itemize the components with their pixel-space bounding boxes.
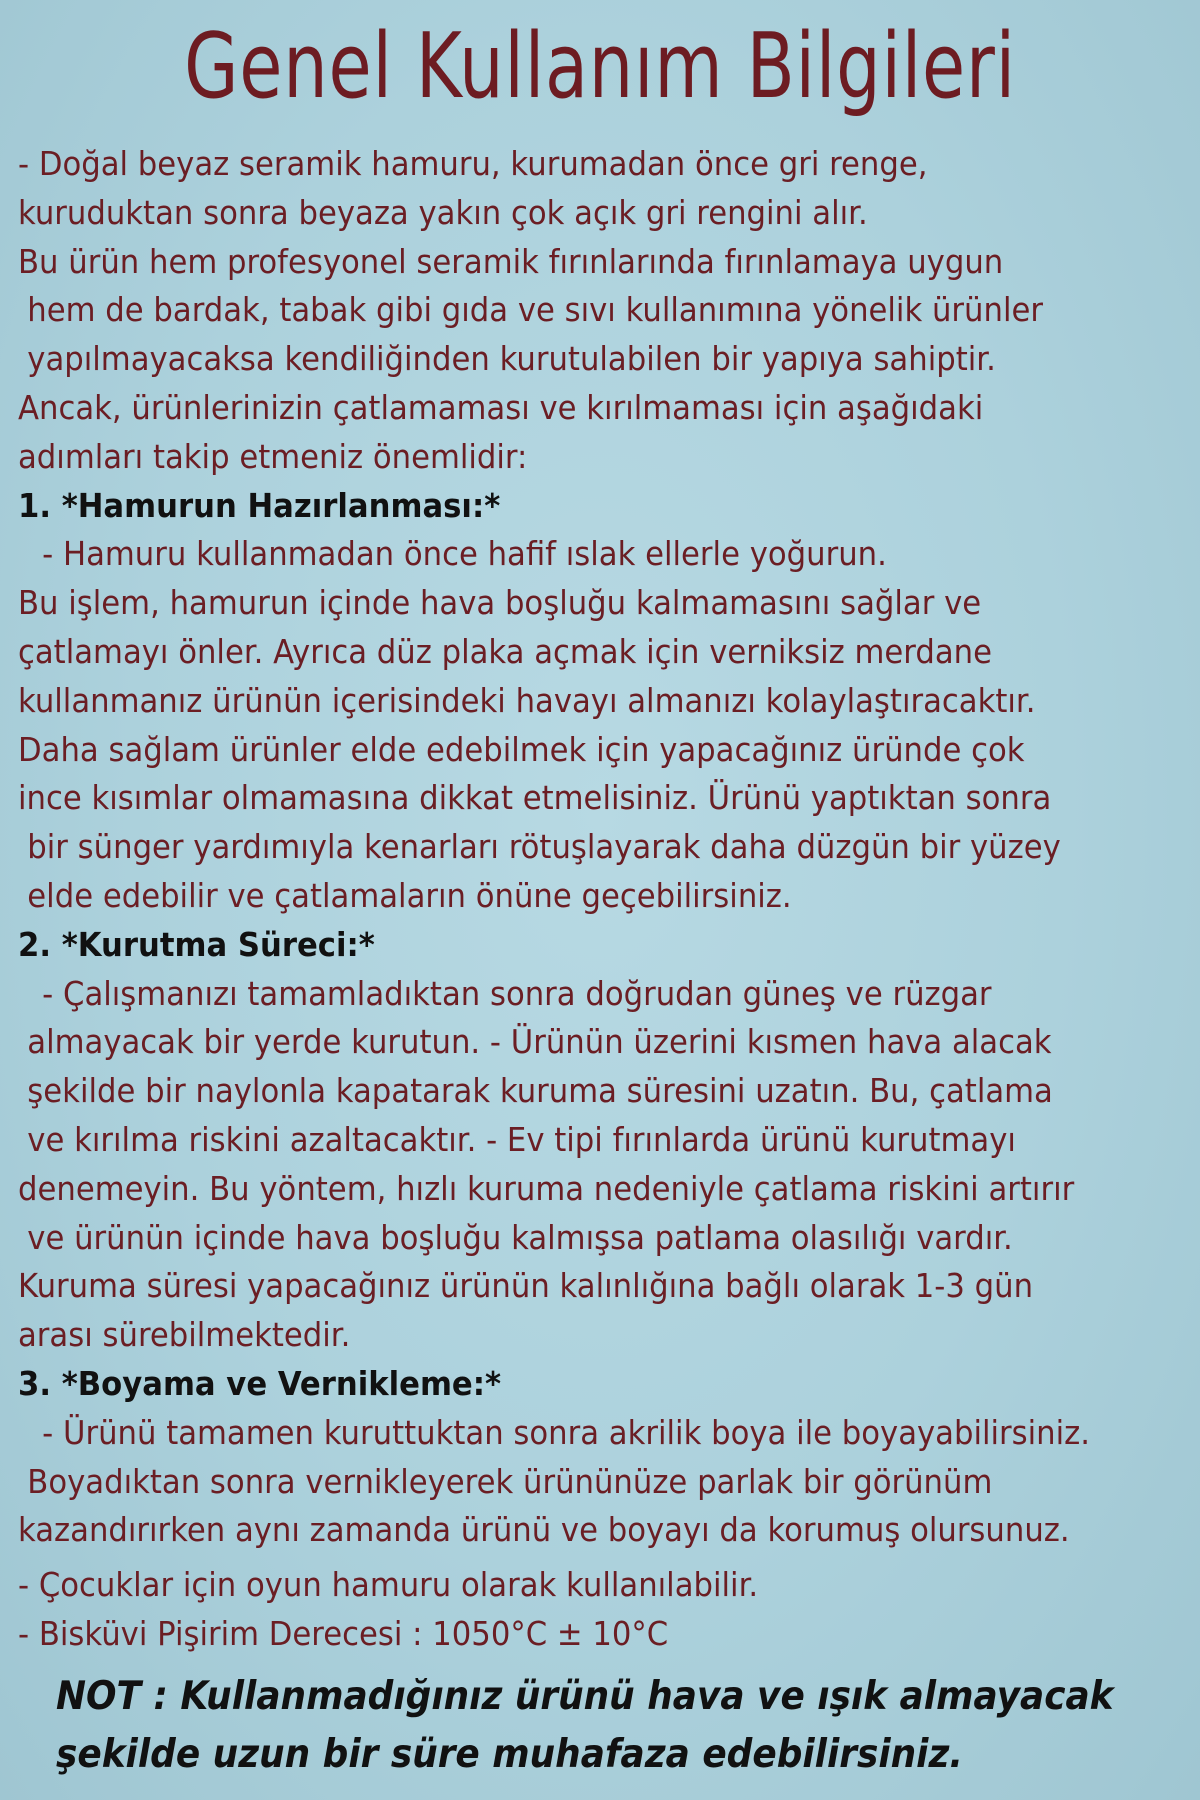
text-line: bir sünger yardımıyla kenarları rötuşlayarak daha düzgün bir yüzey xyxy=(27,827,1061,867)
text-line: ve ürünün içinde hava boşluğu kalmışsa patlama olasılığı vardır. xyxy=(27,1217,1013,1257)
body-text xyxy=(18,140,1198,1659)
section-heading: 1. *Hamurun Hazırlanması:* xyxy=(18,485,501,525)
text-line: Boyadıktan sonra vernikleyerek ürününüze parlak bir görünüm xyxy=(27,1461,993,1501)
section-painting xyxy=(18,1360,1198,1555)
text-line: - Hamuru kullanmadan önce hafif ıslak ellerle yoğurun. xyxy=(42,534,887,574)
storage-note xyxy=(56,1668,1186,1784)
text-line: kullanmanız ürünün içerisindeki havayı almanızı kolaylaştıracaktır. xyxy=(18,680,1036,720)
text-line: - Doğal beyaz seramik hamuru, kurumadan önce gri renge, xyxy=(18,144,928,183)
text-line: adımları takip etmeniz önemlidir: xyxy=(18,436,528,476)
text-line: ince kısımlar olmamasına dikkat etmelisiniz. Ürünü yaptıktan sonra xyxy=(18,778,1052,818)
section-drying xyxy=(18,921,1198,1360)
text-line: kazandırırken aynı zamanda ürünü ve boyayı da korumuş olursunuz. xyxy=(18,1510,1070,1550)
section-heading: 3. *Boyama ve Vernikleme:* xyxy=(18,1363,502,1403)
text-line: çatlamayı önler. Ayrıca düz plaka açmak için verniksiz merdane xyxy=(18,631,992,671)
page-title: Genel Kullanım Bilgileri xyxy=(184,14,1016,119)
text-line: - Çocuklar için oyun hamuru olarak kullanılabilir. xyxy=(18,1565,759,1605)
text-line: - Ürünü tamamen kuruttuktan sonra akrilik boya ile boyayabilirsiniz. xyxy=(42,1412,1091,1452)
text-line: elde edebilir ve çatlamaların önüne geçebilirsiniz. xyxy=(27,875,792,915)
intro-paragraph xyxy=(18,140,1198,482)
note-line: NOT : Kullanmadığınız ürünü hava ve ışık almayacak xyxy=(56,1674,1114,1719)
text-line: Daha sağlam ürünler elde edebilmek için yapacağınız üründe çok xyxy=(18,729,1025,769)
text-line: Ancak, ürünlerinizin çatlamaması ve kırılmaması için aşağıdaki xyxy=(18,387,984,427)
text-line: almayacak bir yerde kurutun. - Ürünün üzerini kısmen hava alacak xyxy=(27,1022,1052,1062)
text-line: kuruduktan sonra beyaza yakın çok açık gri rengini alır. xyxy=(18,192,868,232)
text-line: - Çalışmanızı tamamladıktan sonra doğrudan güneş ve rüzgar xyxy=(42,973,992,1013)
note-line: şekilde uzun bir süre muhafaza edebilirsiniz. xyxy=(56,1732,963,1777)
text-line: şekilde bir naylonla kapatarak kuruma süresini uzatın. Bu, çatlama xyxy=(27,1071,1053,1111)
text-line: hem de bardak, tabak gibi gıda ve sıvı kullanımına yönelik ürünler xyxy=(27,290,1043,330)
text-line: Bu işlem, hamurun içinde hava boşluğu kalmamasını sağlar ve xyxy=(18,583,982,623)
text-line: denemeyin. Bu yöntem, hızlı kuruma nedeniyle çatlama riskini artırır xyxy=(18,1168,1075,1208)
text-line: Bu ürün hem profesyonel seramik fırınlarında fırınlamaya uygun xyxy=(18,241,1004,281)
text-line: ve kırılma riskini azaltacaktır. - Ev tipi fırınlarda ürünü kurutmayı xyxy=(27,1119,1016,1159)
section-preparation xyxy=(18,482,1198,921)
text-line: Kuruma süresi yapacağınız ürünün kalınlığına bağlı olarak 1-3 gün xyxy=(18,1266,1034,1306)
text-line: yapılmayacaksa kendiliğinden kurutulabilen bir yapıya sahiptir. xyxy=(27,339,996,379)
section-heading: 2. *Kurutma Süreci:* xyxy=(18,924,375,964)
text-line: arası sürebilmektedir. xyxy=(18,1315,351,1355)
extra-info xyxy=(18,1561,1198,1659)
text-line: - Bisküvi Pişirim Derecesi : 1050°C ± 10°C xyxy=(18,1613,669,1653)
